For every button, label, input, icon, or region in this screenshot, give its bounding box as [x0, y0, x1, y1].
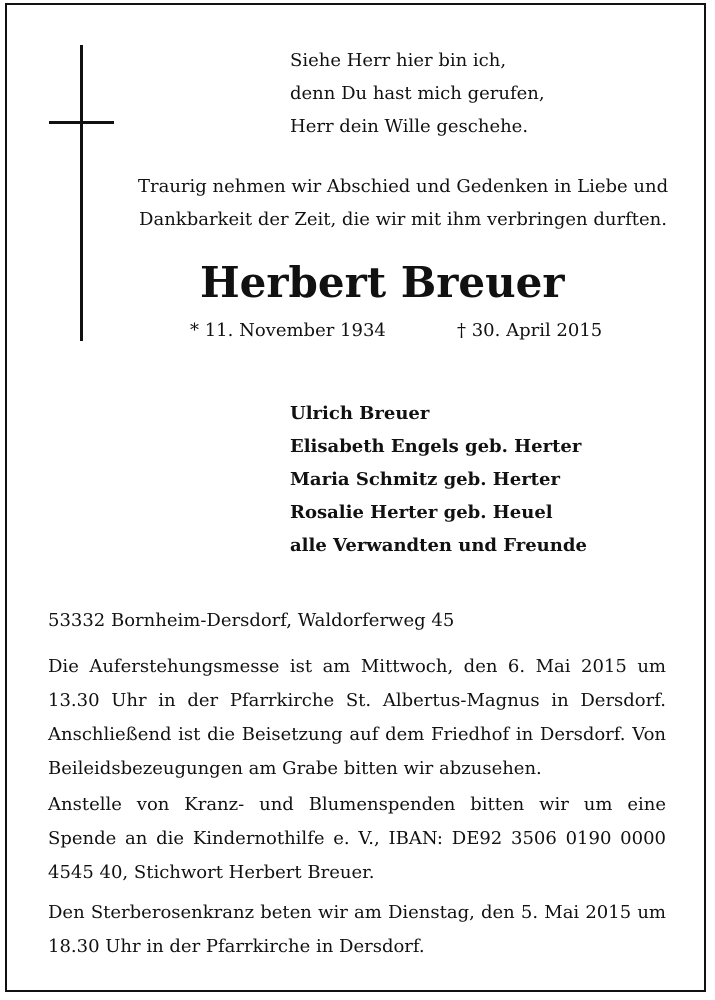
birth-date: * 11. November 1934	[190, 320, 386, 341]
deceased-name: Herbert Breuer	[200, 258, 565, 307]
cross-horizontal-bar	[49, 121, 114, 124]
intro-text	[138, 170, 668, 236]
mourner: alle Verwandten und Freunde	[290, 535, 587, 556]
death-date: † 30. April 2015	[457, 320, 603, 341]
rosary-info: Den Sterberosenkranz beten wir am Dienstag, den 5. Mai 2015 um 18.30 Uhr in der Pfarrkirche in Dersdorf.	[48, 902, 666, 957]
funeral-mass-info: Die Auferstehungsmesse ist am Mittwoch, den 6. Mai 2015 um 13.30 Uhr in der Pfarrkirche St. Albertus-Magnus in Dersdorf. Anschließend ist die Beisetzung auf dem Friedhof in Dersdorf. Von Beileidsbezeugungen am Grabe bitten wir abzusehen.	[48, 656, 666, 779]
verse-line: Siehe Herr hier bin ich,	[290, 50, 507, 71]
mourner: Rosalie Herter geb. Heuel	[290, 502, 553, 523]
intro-line: Dankbarkeit der Zeit, die wir mit ihm verbringen durften.	[139, 209, 667, 230]
verse-line: Herr dein Wille geschehe.	[290, 116, 529, 137]
verse-line: denn Du hast mich gerufen,	[290, 83, 545, 104]
verse	[290, 44, 545, 143]
donation-info: Anstelle von Kranz- und Blumenspenden bitten wir um eine Spende an die Kindernothilfe e. V., IBAN: DE92 3506 0190 0000 4545 40, Stichwort Herbert Breuer.	[48, 794, 666, 883]
mourner: Ulrich Breuer	[290, 403, 430, 424]
cross-vertical-bar	[80, 45, 83, 341]
family-address: 53332 Bornheim-Dersdorf, Waldorferweg 45	[48, 610, 455, 631]
intro-line: Traurig nehmen wir Abschied und Gedenken in Liebe und	[138, 176, 669, 197]
mourners-list	[290, 397, 587, 562]
mourner: Maria Schmitz geb. Herter	[290, 469, 560, 490]
mourner: Elisabeth Engels geb. Herter	[290, 436, 582, 457]
